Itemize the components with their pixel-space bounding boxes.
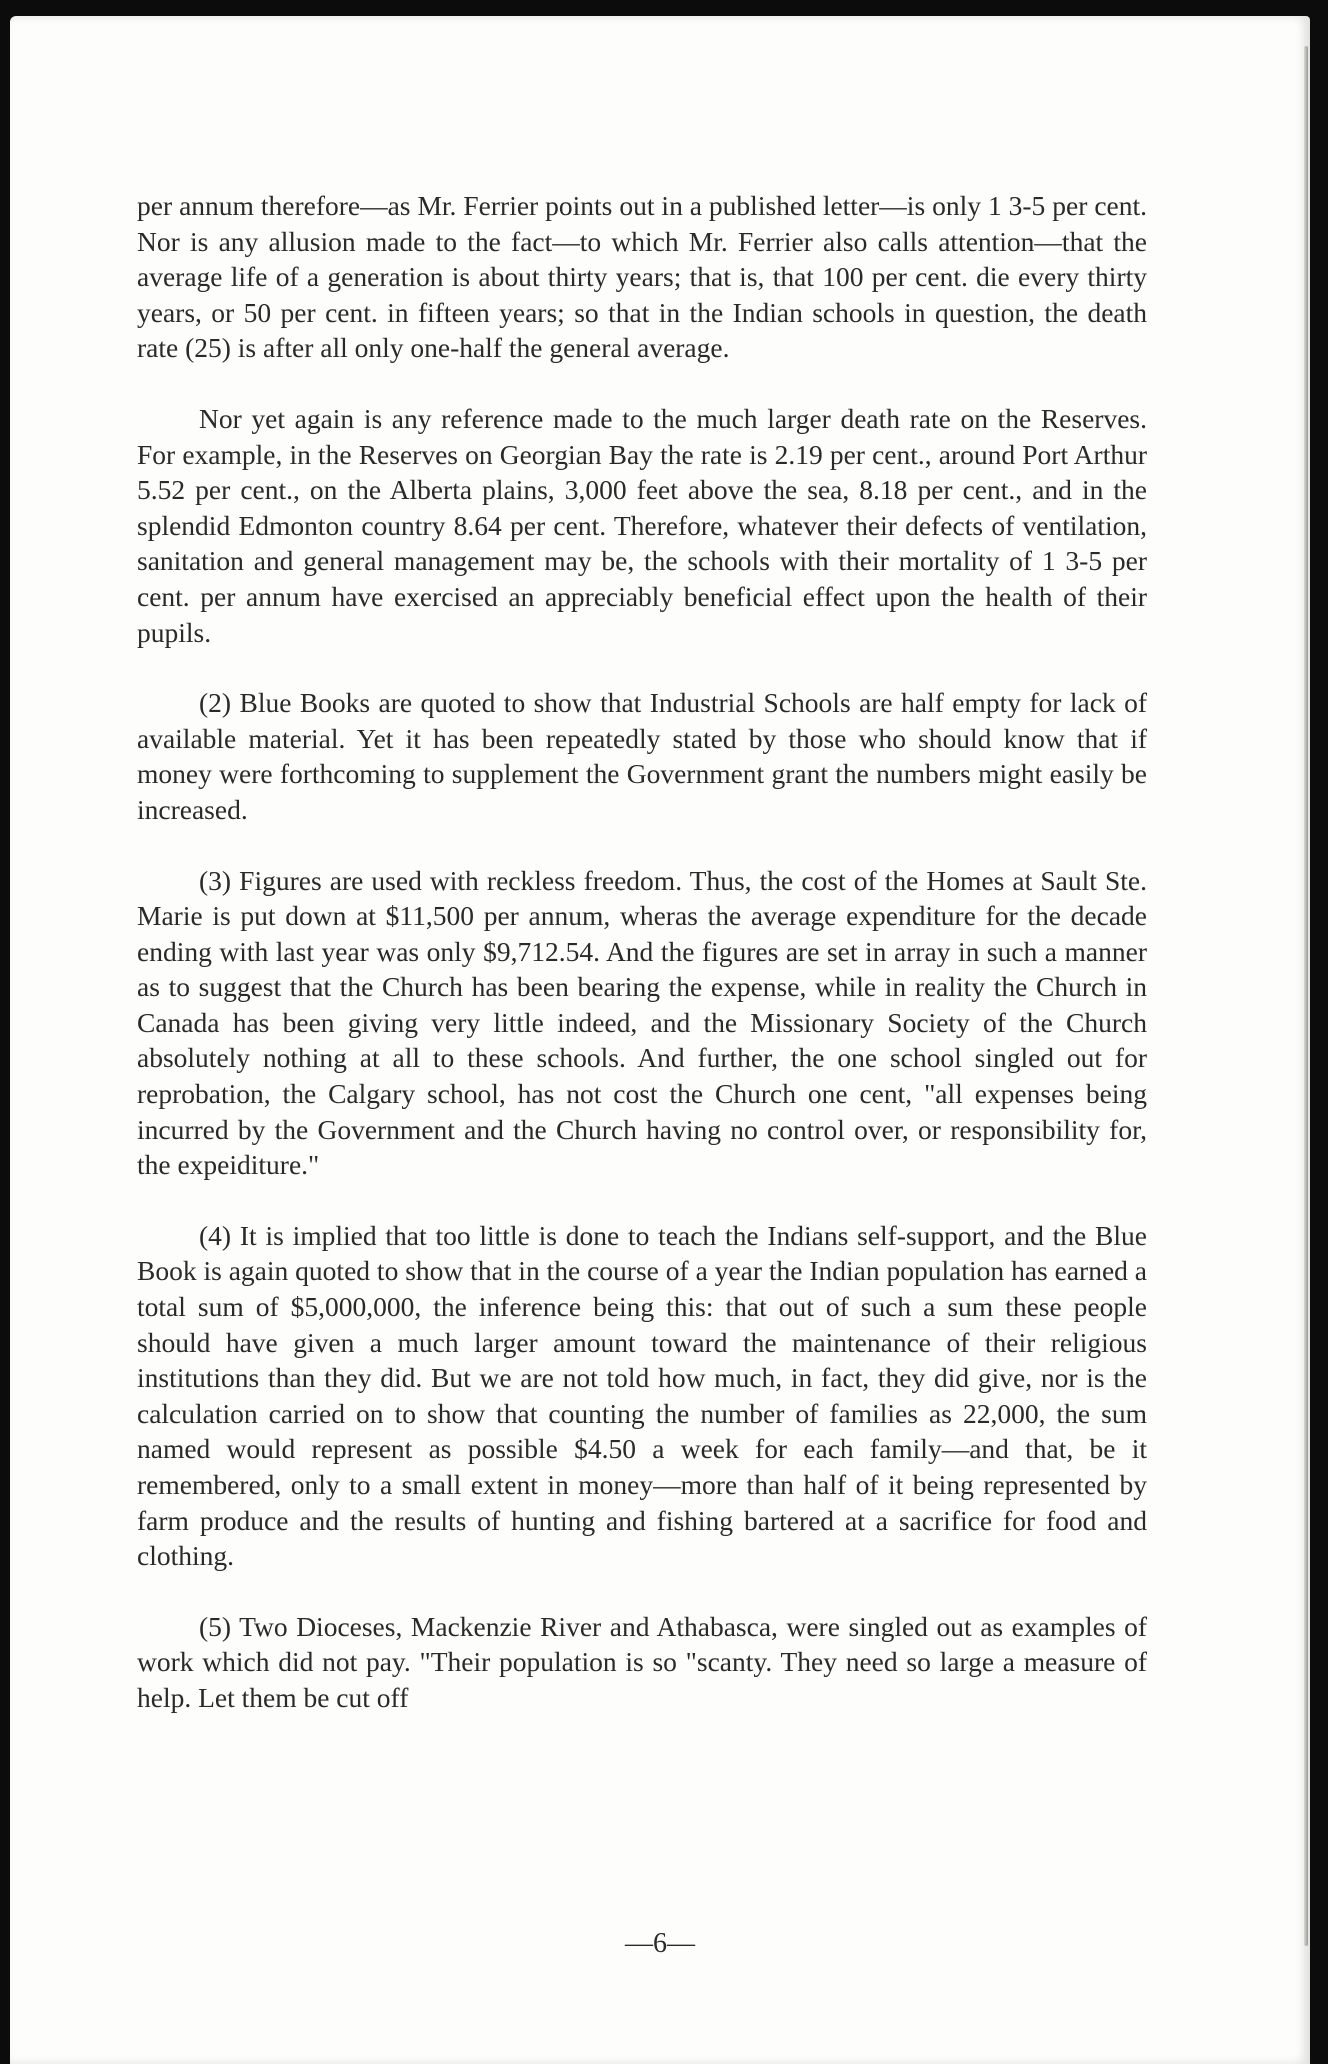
paragraph-point-2: (2) Blue Books are quoted to show that Industrial Schools are half empty for lack of available material. Yet it has been repeatedly stated by those who should know that if money were forthcoming to supplement the Government grant the numbers might easily be increased.: [137, 687, 1147, 825]
paragraph-point-3: (3) Figures are used with reckless freedom. Thus, the cost of the Homes at Sault Ste. Marie is put down at $11,500 per annum, wheras the average expenditure for the decade ending with last year was only $9,712.54. And the figures are set in array in such a manner as to suggest that the Church has been bearing the expense, while in reality the Church in Canada has been giving very little indeed, and the Missionary Society of the Church absolutely nothing at all to these schools. And further, the one school singled out for reprobation, the Calgary school, has not cost the Church one cent, "all expenses being incurred by the Government and the Church having no control over, or responsibility for, the expeiditure.": [137, 864, 1147, 1181]
page-edge-shadow: [1304, 46, 1308, 1946]
paragraph-point-4: (4) It is implied that too little is done to teach the Indians self-support, and the Blue Book is again quoted to show that in the course of a year the Indian population has earned a total sum of $5,000,000, the inference being this: that out of such a sum these people should have given a much larger amount toward the maintenance of their religious institutions than they did. But we are not told how much, in fact, they did give, nor is the calculation carried on to show that counting the number of families as 22,000, the sum named would represent as possible $4.50 a week for each family—and that, be it remembered, only to a small extent in money—more than half of it being represented by farm produce and the results of hunting and fishing bartered at a sacrifice for food and clothing.: [137, 1219, 1147, 1572]
document-page: [10, 16, 1310, 2064]
paragraph-death-rate: per annum therefore—as Mr. Ferrier points out in a published letter—is only 1 3-5 per cent. Nor is any allusion made to the fact—to which Mr. Ferrier also calls attention—that the average life of a generation is about thirty years; that is, that 100 per cent. die every thirty years, or 50 per cent. in fifteen years; so that in the Indian schools in question, the death rate (25) is after all only one-half the general average.: [137, 190, 1147, 364]
page-number: —6—: [625, 1928, 695, 1959]
paragraph-reserves: Nor yet again is any reference made to the much larger death rate on the Reserves. For example, in the Reserves on Georgian Bay the rate is 2.19 per cent., around Port Arthur 5.52 per cent., on the Alberta plains, 3,000 feet above the sea, 8.18 per cent., and in the splendid Edmonton country 8.64 per cent. Therefore, whatever their defects of ventilation, sanitation and general management may be, the schools with their mortality of 1 3-5 per cent. per annum have exercised an appreciably beneficial effect upon the health of their pupils.: [137, 402, 1147, 648]
body-text: [137, 188, 1147, 1751]
paragraph-point-5: (5) Two Dioceses, Mackenzie River and Athabasca, were singled out as examples of work which did not pay. "Their population is so "scanty. They need so large a measure of help. Let them be cut off: [137, 1610, 1147, 1713]
